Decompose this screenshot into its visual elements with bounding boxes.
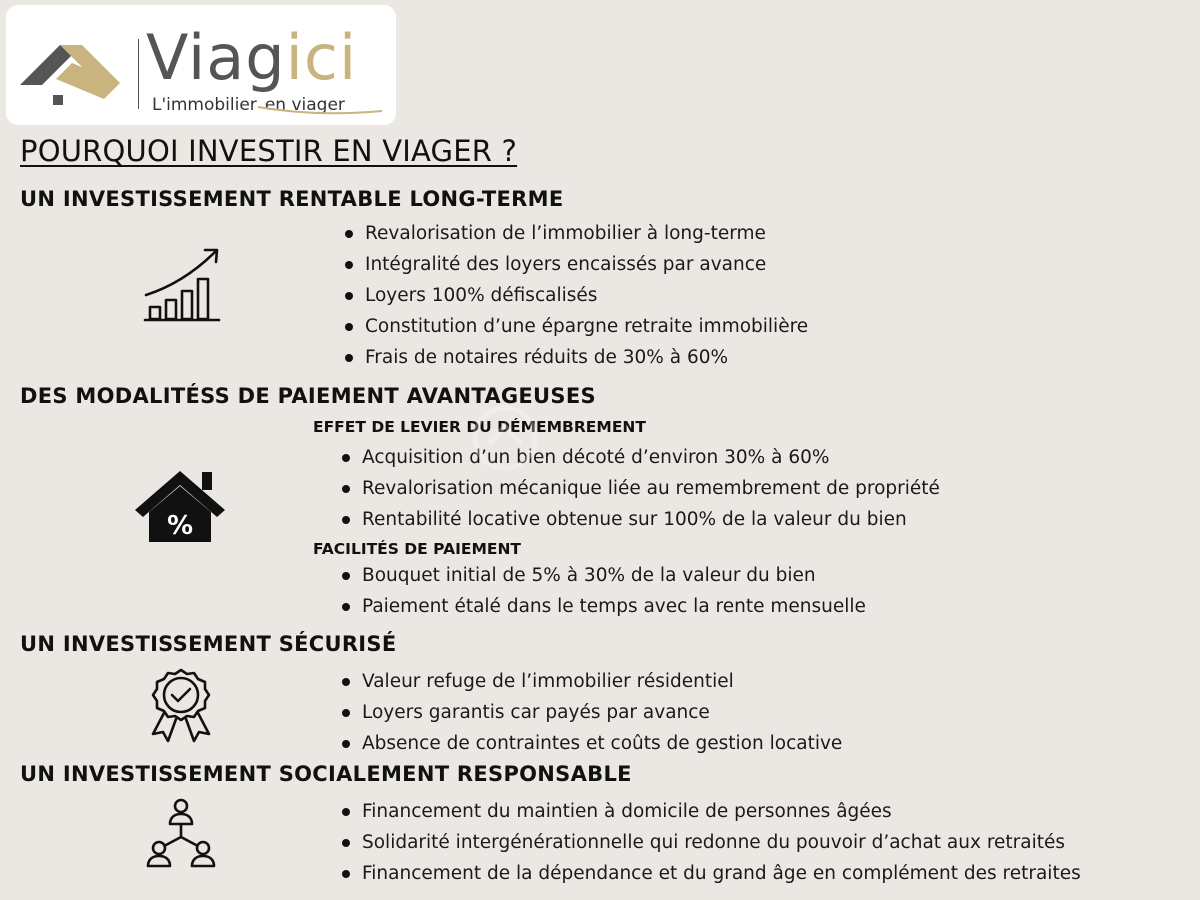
list-item: Intégralité des loyers encaissés par avance xyxy=(343,249,808,280)
facilites-list xyxy=(340,560,866,622)
list-item: Bouquet initial de 5% à 30% de la valeur du bien xyxy=(340,560,866,591)
list-item: Loyers 100% défiscalisés xyxy=(343,280,808,311)
logo-tagline-part1: L'immobilier xyxy=(152,95,257,115)
list-item: Financement de la dépendance et du grand âge en complément des retraites xyxy=(340,858,1081,889)
page-title: POURQUOI INVESTIR EN VIAGER ? xyxy=(20,134,518,168)
list-item: Loyers garantis car payés par avance xyxy=(340,697,842,728)
logo-wordmark xyxy=(146,23,357,93)
growth-chart-icon xyxy=(143,247,223,323)
section-title-rentable: UN INVESTISSEMENT RENTABLE LONG-TERME xyxy=(20,187,564,211)
certified-badge-icon xyxy=(147,668,215,744)
logo xyxy=(6,5,396,125)
section-title-responsable: UN INVESTISSEMENT SOCIALEMENT RESPONSABLE xyxy=(20,762,632,786)
responsable-list xyxy=(340,796,1081,889)
list-item: Financement du maintien à domicile de personnes âgées xyxy=(340,796,1081,827)
logo-name-part1: Viag xyxy=(146,21,286,94)
logo-name-part2: ici xyxy=(285,21,358,94)
list-item: Rentabilité locative obtenue sur 100% de la valeur du bien xyxy=(340,504,940,535)
list-item: Absence de contraintes et coûts de gestion locative xyxy=(340,728,842,759)
people-network-icon xyxy=(143,797,219,869)
logo-tagline-part2: en viager xyxy=(264,95,345,115)
subsection-title-facilites: FACILITÉS DE PAIEMENT xyxy=(313,540,522,558)
list-item: Constitution d’une épargne retraite immobilière xyxy=(343,311,808,342)
section-title-securise: UN INVESTISSEMENT SÉCURISÉ xyxy=(20,632,397,656)
list-item: Valeur refuge de l’immobilier résidentiel xyxy=(340,666,842,697)
viagici-logo-mark-icon xyxy=(20,35,130,115)
list-item: Paiement étalé dans le temps avec la rente mensuelle xyxy=(340,591,866,622)
subsection-title-levier: EFFET DE LEVIER DU DÉMEMBREMENT xyxy=(313,418,646,436)
section-title-paiement: DES MODALITÉSS DE PAIEMENT AVANTAGEUSES xyxy=(20,384,596,408)
logo-swoosh-icon xyxy=(256,103,386,117)
house-percent-label: % xyxy=(166,511,194,541)
list-item: Acquisition d’un bien décoté d’environ 30% à 60% xyxy=(340,442,940,473)
list-item: Revalorisation mécanique liée au remembrement de propriété xyxy=(340,473,940,504)
list-item: Revalorisation de l’immobilier à long-terme xyxy=(343,218,808,249)
rentable-list xyxy=(343,218,808,373)
list-item: Frais de notaires réduits de 30% à 60% xyxy=(343,342,808,373)
list-item: Solidarité intergénérationnelle qui redonne du pouvoir d’achat aux retraités xyxy=(340,827,1081,858)
securise-list xyxy=(340,666,842,759)
levier-list xyxy=(340,442,940,535)
logo-divider xyxy=(138,39,139,109)
house-percent-icon xyxy=(133,468,228,544)
